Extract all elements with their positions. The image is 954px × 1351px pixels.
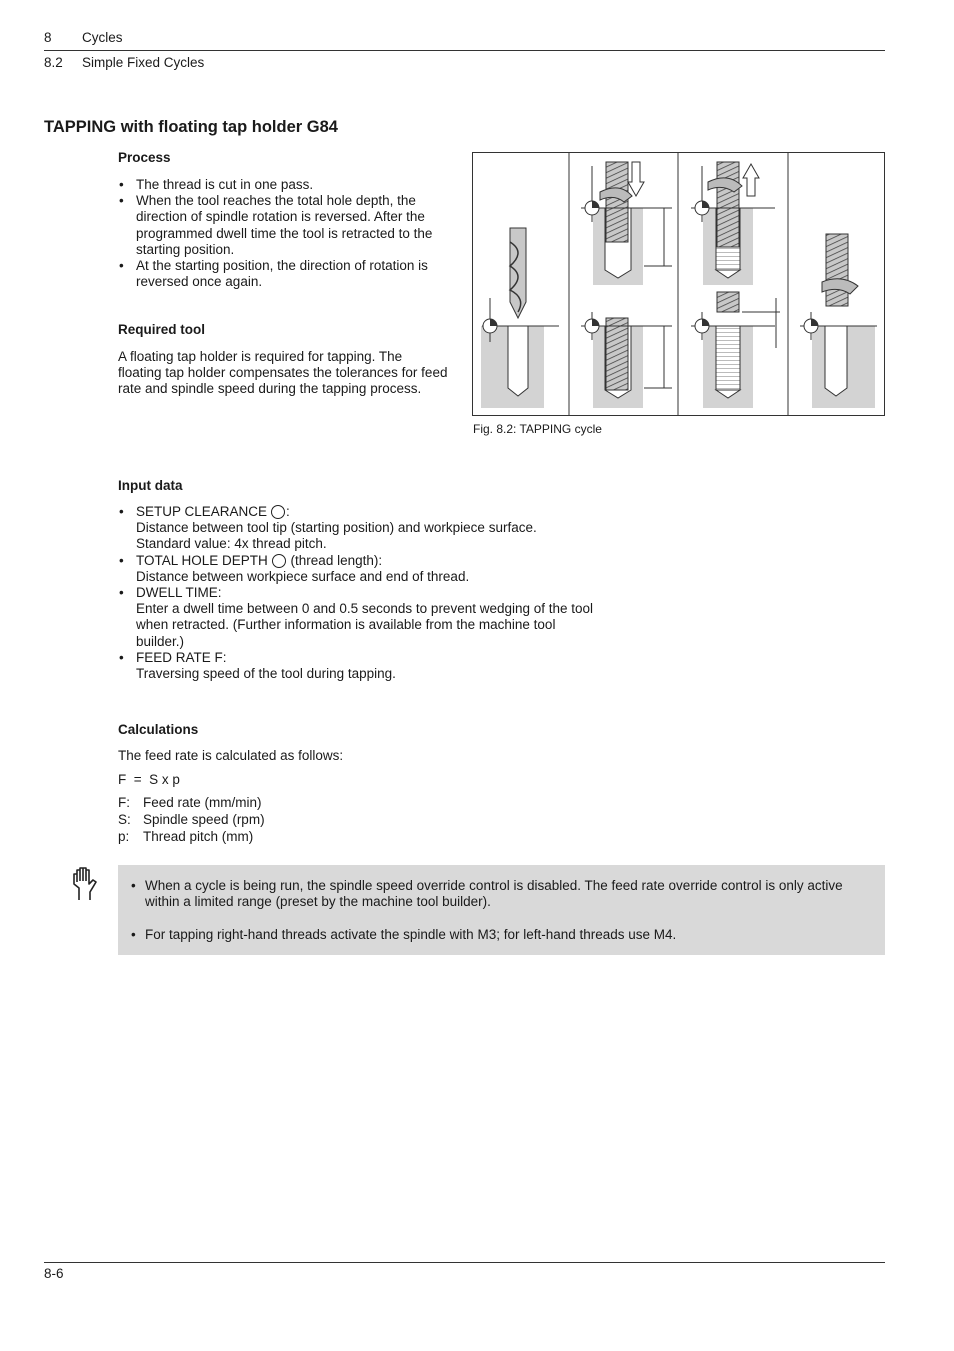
variable-definitions: [118, 795, 265, 845]
note-item: • For tapping right-hand threads activate the spindle with M3; for left-hand threads use M4.: [130, 927, 870, 943]
input-desc: Distance between tool tip (starting position) and workpiece surface.: [136, 520, 537, 536]
required-tool-heading: Required tool: [118, 322, 205, 337]
input-desc: Standard value: 4x thread pitch.: [136, 536, 327, 552]
input-data-list: [118, 504, 598, 682]
calculations-intro: The feed rate is calculated as follows:: [118, 748, 344, 763]
input-item-feed-rate: [118, 650, 598, 682]
input-label: TOTAL HOLE DEPTH: [136, 552, 268, 568]
input-label-suffix: :: [286, 504, 290, 519]
input-item-total-hole-depth: [118, 553, 598, 585]
definition-value: Feed rate (mm/min): [143, 795, 262, 810]
header-rule: [44, 50, 885, 51]
required-tool-text: A floating tap holder is required for tapping. The floating tap holder compensates the tolerances for feed rate and spindle speed during the tapping process.: [118, 349, 448, 397]
note-list: [130, 878, 870, 942]
definition-value: Thread pitch (mm): [143, 828, 254, 844]
hand-pointing-icon: [70, 866, 100, 902]
input-desc: Distance between workpiece surface and end of thread.: [136, 568, 470, 584]
input-label-suffix: (thread length):: [290, 552, 383, 568]
process-item: • When the tool reaches the total hole depth, the direction of spindle rotation is reversed. After the programmed dwell time the tool is retracted to the starting position.: [118, 193, 458, 258]
input-label: FEED RATE F:: [136, 649, 227, 665]
process-item: • The thread is cut in one pass.: [118, 177, 458, 193]
definition-key: F:: [118, 795, 130, 810]
footer-rule: [44, 1262, 885, 1263]
section-number: 8.2: [44, 55, 63, 70]
input-item-dwell-time: [118, 585, 598, 650]
page-title: TAPPING with floating tap holder G84: [44, 118, 338, 136]
chapter-number: 8: [44, 30, 52, 45]
definition-key: p:: [118, 828, 130, 844]
page-number: 8-6: [44, 1266, 64, 1281]
input-label: DWELL TIME:: [136, 585, 222, 601]
definition-key: S:: [118, 811, 131, 827]
section-header: [44, 55, 204, 70]
definition-row: [118, 795, 265, 812]
calculations-heading: Calculations: [118, 722, 199, 737]
circle-marker-icon: [272, 554, 286, 568]
chapter-header: [44, 30, 123, 45]
formula: F = S x p: [118, 772, 180, 787]
definition-row: [118, 829, 265, 846]
input-desc: Traversing speed of the tool during tapping.: [136, 666, 396, 682]
input-desc: Enter a dwell time between 0 and 0.5 seconds to prevent wedging of the tool when retracted. (Further information is available from the machine tool builder.): [136, 601, 594, 649]
definition-row: [118, 812, 265, 829]
note-item: • When a cycle is being run, the spindle speed override control is disabled. The feed rate override control is only active within a limited range (preset by the machine tool builder).: [130, 878, 870, 910]
chapter-title: Cycles: [82, 30, 123, 45]
process-item: • At the starting position, the direction of rotation is reversed once again.: [118, 258, 458, 290]
input-label: SETUP CLEARANCE: [136, 504, 268, 519]
tapping-cycle-figure: [472, 152, 885, 416]
input-data-heading: Input data: [118, 478, 183, 493]
process-heading: Process: [118, 150, 171, 165]
process-list: [118, 177, 458, 290]
definition-value: Spindle speed (rpm): [143, 811, 265, 827]
section-title: Simple Fixed Cycles: [82, 55, 205, 70]
circle-marker-icon: [271, 505, 285, 519]
note-box: [118, 865, 885, 955]
input-item-setup-clearance: [118, 504, 598, 553]
figure-caption: Fig. 8.2: TAPPING cycle: [473, 422, 602, 436]
